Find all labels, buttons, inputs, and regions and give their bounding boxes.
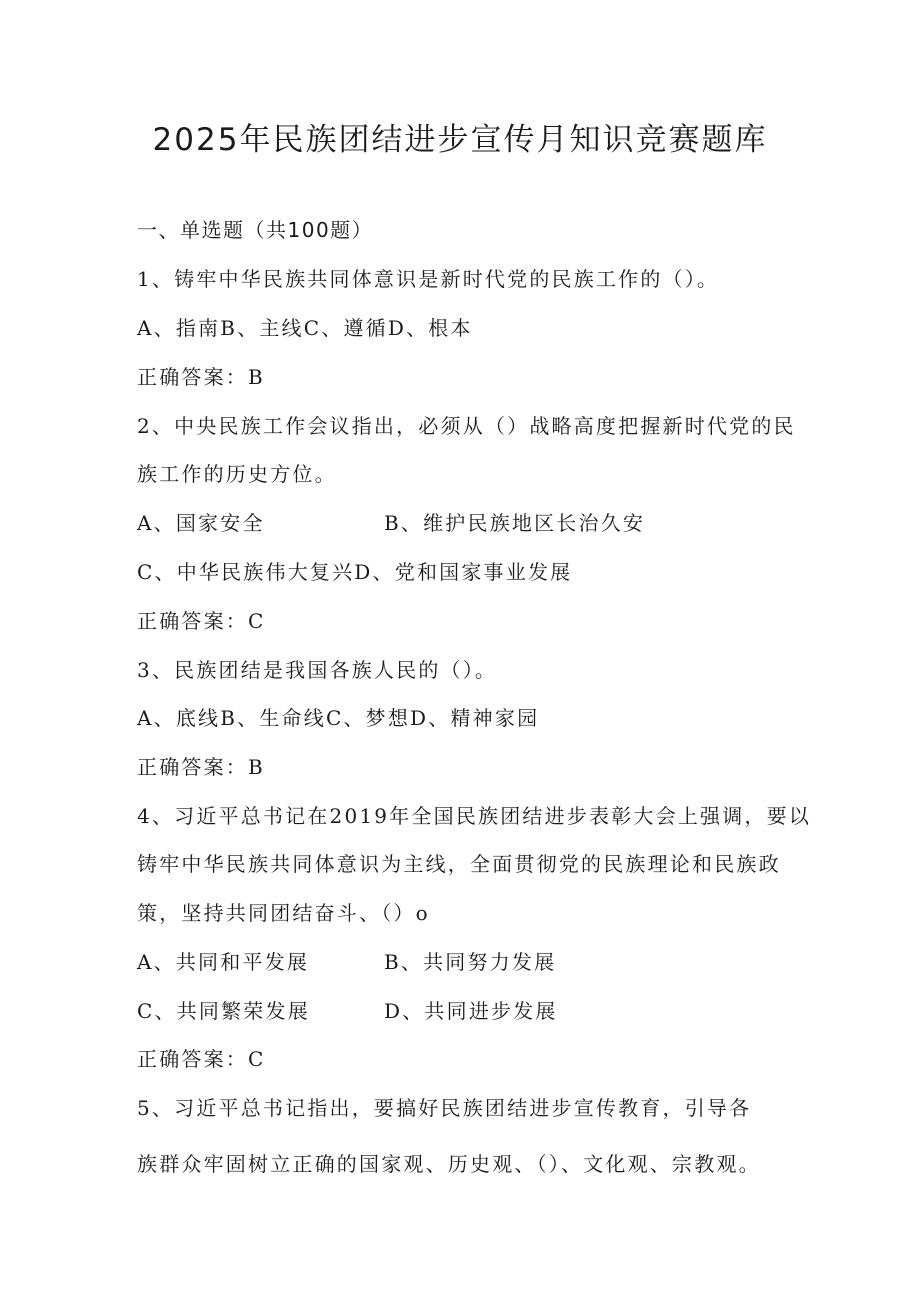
question-stem: 5、习近平总书记指出，要搞好民族团结进步宣传教育，引导各 bbox=[137, 1096, 752, 1120]
option-d: D、共同进步发展 bbox=[384, 999, 558, 1023]
option-a: A、国家安全 bbox=[137, 511, 265, 535]
document-title: 2025年民族团结进步宣传月知识竞赛题库 bbox=[152, 122, 768, 158]
question-stem: 2、中央民族工作会议指出，必须从（）战略高度把握新时代党的民 bbox=[137, 414, 796, 438]
question-stem: 族群众牢固树立正确的国家观、历史观、（）、文化观、宗教观。 bbox=[137, 1152, 761, 1176]
question-options: C、中华民族伟大复兴D、党和国家事业发展 bbox=[137, 560, 573, 584]
question-options: A、指南B、主线C、遵循D、根本 bbox=[137, 316, 473, 340]
question-stem: 族工作的历史方位。 bbox=[137, 462, 337, 486]
option-b: B、共同努力发展 bbox=[384, 950, 557, 974]
option-b: B、维护民族地区长治久安 bbox=[384, 511, 646, 535]
option-c: C、共同繁荣发展 bbox=[137, 999, 310, 1023]
question-stem: 1、铸牢中华民族共同体意识是新时代党的民族工作的（）。 bbox=[137, 267, 720, 291]
question-answer: 正确答案：B bbox=[137, 755, 265, 779]
question-stem: 4、习近平总书记在2019年全国民族团结进步表彰大会上强调，要以 bbox=[137, 804, 812, 828]
section-heading: 一、单选题（共100题） bbox=[137, 218, 374, 242]
question-stem: 策，坚持共同团结奋斗、（）o bbox=[137, 901, 430, 925]
question-options: A、底线B、生命线C、梦想D、精神家园 bbox=[137, 706, 540, 730]
question-answer: 正确答案：C bbox=[137, 609, 266, 633]
question-answer: 正确答案：C bbox=[137, 1047, 266, 1071]
question-stem: 铸牢中华民族共同体意识为主线，全面贯彻党的民族理论和民族政 bbox=[137, 852, 781, 876]
question-answer: 正确答案：B bbox=[137, 365, 265, 389]
question-stem: 3、民族团结是我国各族人民的（）。 bbox=[137, 658, 498, 682]
option-a: A、共同和平发展 bbox=[137, 950, 310, 974]
